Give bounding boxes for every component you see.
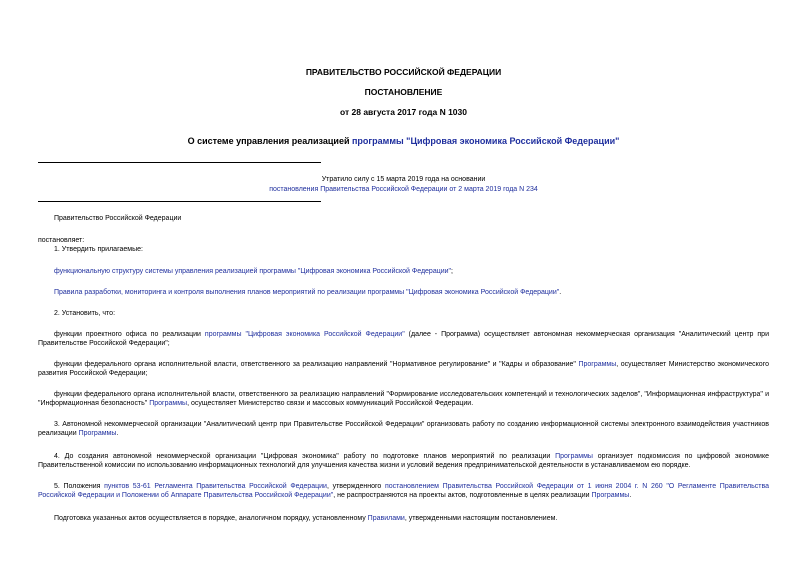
item-2-p1 (38, 330, 769, 348)
punct: ; (451, 268, 453, 275)
divider (38, 201, 321, 202)
item-2-p3 (38, 390, 769, 408)
document-title (0, 137, 807, 146)
org-heading: ПРАВИТЕЛЬСТВО РОССИЙСКОЙ ФЕДЕРАЦИИ (305, 67, 502, 77)
text: функции федерального органа исполнительной власти, ответственного за реализацию направлений "Нормативное регулирование" и "Кадры и образование" (54, 361, 579, 368)
program-link[interactable]: Программы (78, 430, 117, 437)
program-link[interactable]: программы "Цифровая экономика Российской Федерации" (352, 136, 620, 146)
repeal-decree-link[interactable]: постановления Правительства Российской Федерации от 2 марта 2019 года N 234 (269, 186, 538, 193)
item-1-b (38, 288, 769, 297)
text: Подготовка указанных актов осуществляется в порядке, аналогичном порядку, установленному (54, 515, 368, 522)
regulation-points-link[interactable]: пунктов 53-61 Регламента Правительства Российской Федерации (104, 483, 327, 490)
program-link[interactable]: Программы (555, 453, 593, 460)
date-number: от 28 августа 2017 года N 1030 (340, 107, 467, 117)
item-2-p2 (38, 360, 769, 378)
text: , осуществляет Министерство экономического развития Российской Федерации; (38, 361, 769, 377)
decree-260-link[interactable]: постановлением Правительства Российской Федерации от 1 июня 2004 г. N 260 "О Регламенте Правительства Российской Федерации и Положении об Аппарате Правительства Российской Федерации" (38, 483, 770, 499)
text: 5. Положения (54, 483, 105, 490)
functional-structure-link[interactable]: функциональную структуру системы управления реализацией программы "Цифровая экономика Российской Федерации" (54, 268, 452, 275)
status-note: Утратило силу с 15 марта 2019 года на основании (321, 176, 486, 183)
text: функции федерального органа исполнительной власти, ответственного за реализацию направлений "Формирование исследовательских компетенций и технологических заделов", "Информационная инфраструктура" и "Информационная безопасность" (38, 391, 769, 407)
final-paragraph (38, 514, 769, 523)
text: функции проектного офиса по реализации (54, 331, 205, 338)
text: 3. Автономной некоммерческой организации "Аналитический центр при Правительстве Российской Федерации" организовать работу по созданию информационной системы электронного взаимодействия участников реализации (38, 421, 769, 437)
text: , не распространяются на проекты актов, подготовленные в целях реализации (333, 492, 592, 499)
text: , утвержденного (326, 483, 385, 490)
item-4 (38, 452, 769, 470)
punct: . (559, 289, 562, 296)
text: (далее - Программа) осуществляет автономная некоммерческая организация "Аналитический центр при Правительстве Российской Федерации"; (38, 331, 769, 347)
text: . (629, 492, 632, 499)
rules-link[interactable]: Правилами (367, 515, 405, 522)
divider (38, 162, 321, 163)
decrees-line: постановляет: (38, 237, 85, 244)
text: , утвержденными настоящим постановлением. (404, 515, 558, 522)
doc-type-heading: ПОСТАНОВЛЕНИЕ (364, 87, 443, 97)
item-1-a (38, 267, 769, 276)
text: , осуществляет Министерство связи и массовых коммуникаций Российской Федерации. (187, 400, 474, 407)
government-line: Правительство Российской Федерации (54, 215, 182, 222)
item-1: 1. Утвердить прилагаемые: (54, 246, 143, 253)
item-3 (38, 420, 769, 438)
item-2: 2. Установить, что: (54, 310, 116, 317)
text: . (116, 430, 119, 437)
status-link-line (0, 185, 807, 194)
text: организует подкомиссия по цифровой экономике Правительственной комиссии по использованию информационных технологий для улучшения качества жизни и условий ведения предпринимательской деятельности в устанавливаемом ею порядке. (38, 453, 769, 469)
program-link[interactable]: Программы (149, 400, 188, 407)
text: 4. До создания автономной некоммерческой организации "Цифровая экономика" работу по подготовке планов мероприятий по реализации (54, 453, 556, 460)
program-link[interactable]: Программы (591, 492, 630, 499)
program-link[interactable]: программы "Цифровая экономика Российской Федерации" (204, 331, 405, 338)
title-text: О системе управления реализацией (187, 136, 352, 146)
rules-link[interactable]: Правила разработки, мониторинга и контроля выполнения планов мероприятий по реализации программы "Цифровая экономика Российской Федерации" (54, 289, 560, 296)
item-5 (38, 482, 769, 500)
program-link[interactable]: Программы (578, 361, 617, 368)
